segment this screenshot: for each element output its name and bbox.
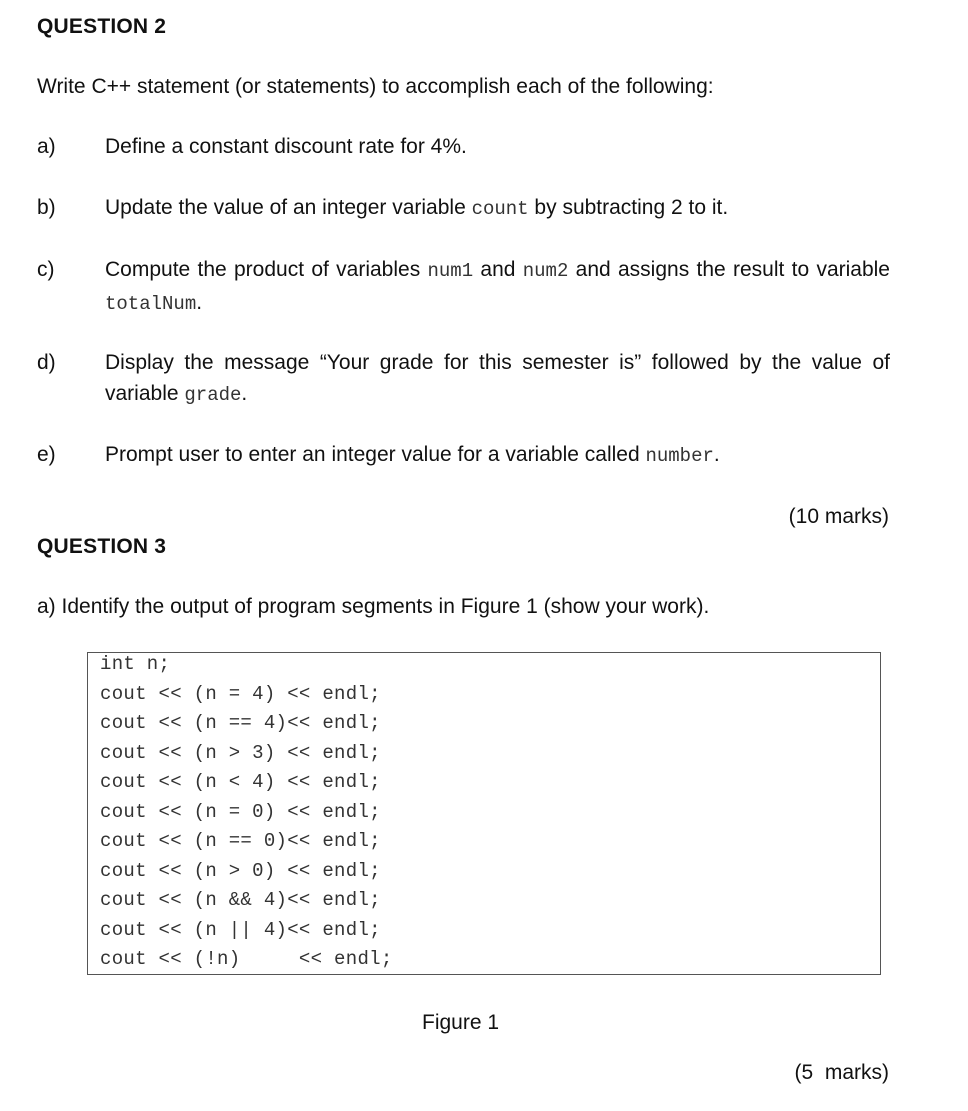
code-line: cout << (n || 4)<< endl; xyxy=(100,919,381,941)
question-2-marks: (10 marks) xyxy=(788,505,889,528)
question-3-title: QUESTION 3 xyxy=(37,535,167,558)
item-c-text-mid: and xyxy=(473,258,523,281)
question-2-intro: Write C++ statement (or statements) to accomplish each of the following: xyxy=(37,75,714,98)
item-d-code-grade: grade xyxy=(184,384,242,406)
item-d-label: d) xyxy=(37,351,56,374)
item-a-text xyxy=(105,131,890,162)
code-line: cout << (n < 4) << endl; xyxy=(100,771,381,793)
item-e-text-before: Prompt user to enter an integer value for a variable called xyxy=(105,443,646,466)
code-line: cout << (n && 4)<< endl; xyxy=(100,889,381,911)
item-b-text-before: Update the value of an integer variable xyxy=(105,196,472,219)
code-line: cout << (n = 0) << endl; xyxy=(100,801,381,823)
item-b-text xyxy=(105,192,890,225)
item-c-code-totalnum: totalNum xyxy=(105,293,197,315)
question-3-marks: (5 marks) xyxy=(794,1061,889,1084)
code-line: cout << (n > 3) << endl; xyxy=(100,742,381,764)
code-line: cout << (n == 0)<< endl; xyxy=(100,830,381,852)
item-c-text-before: Compute the product of variables xyxy=(105,258,428,281)
item-b-label: b) xyxy=(37,196,56,219)
item-c-label: c) xyxy=(37,258,55,281)
item-c-code-num2: num2 xyxy=(522,260,569,282)
item-b-text-after: by subtracting 2 to it. xyxy=(528,196,729,219)
question-3-part-a: a) Identify the output of program segments in Figure 1 (show your work). xyxy=(37,595,710,618)
code-line: cout << (n > 0) << endl; xyxy=(100,860,381,882)
item-d-text-before: Display the message “Your grade for this semester is” followed by the value of variable xyxy=(105,351,890,405)
item-b-code-count: count xyxy=(471,198,529,220)
figure-1-code-box xyxy=(87,652,881,975)
item-a-sentence: Define a constant discount rate for 4%. xyxy=(105,135,467,158)
code-line: cout << (n = 4) << endl; xyxy=(100,683,381,705)
item-e-text-after: . xyxy=(713,443,720,466)
item-d-text-after: . xyxy=(241,382,248,405)
item-c-text-mid2: and assigns the result to variable xyxy=(568,258,890,281)
question-2-title: QUESTION 2 xyxy=(37,15,167,38)
code-line: int n; xyxy=(100,653,171,675)
item-e-text xyxy=(105,439,890,472)
item-a-label: a) xyxy=(37,135,56,158)
item-c-text-after: . xyxy=(196,291,203,314)
item-c-code-num1: num1 xyxy=(427,260,474,282)
code-line: cout << (!n) << endl; xyxy=(100,948,393,970)
item-e-code-number: number xyxy=(645,445,714,467)
item-c-text xyxy=(105,254,890,320)
code-line: cout << (n == 4)<< endl; xyxy=(100,712,381,734)
item-e-label: e) xyxy=(37,443,56,466)
item-d-text xyxy=(105,347,890,411)
figure-1-caption: Figure 1 xyxy=(422,1011,500,1034)
